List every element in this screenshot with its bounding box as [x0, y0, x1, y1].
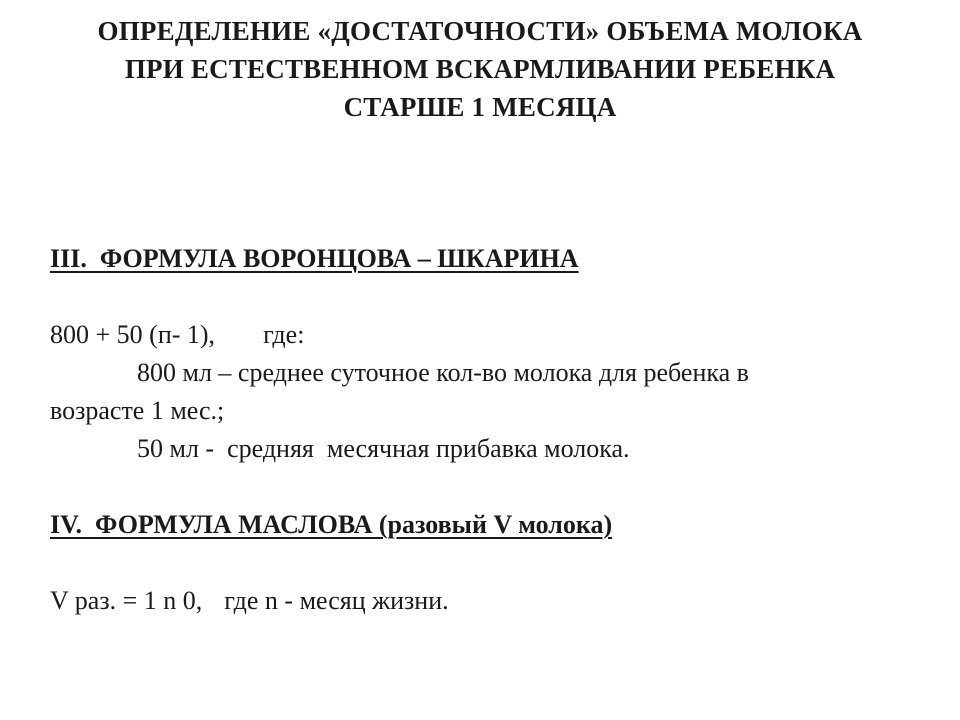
title-line-2: ПРИ ЕСТЕСТВЕННОМ ВСКАРМЛИВАНИИ РЕБЕНКА	[124, 54, 836, 84]
spacer	[50, 468, 910, 506]
slide-body	[50, 240, 910, 620]
spacer	[50, 278, 910, 316]
where-note: где n - месяц жизни.	[224, 586, 449, 615]
spacer	[50, 544, 910, 582]
section-3-formula-row	[50, 316, 910, 354]
maslov-formula: V раз. = 1 n 0,	[50, 586, 203, 615]
definition-800ml-line-2: возрасте 1 мес.;	[50, 396, 225, 425]
section-3-heading: III. ФОРМУЛА ВОРОНЦОВА – ШКАРИНА	[50, 244, 579, 273]
slide-title	[0, 12, 960, 126]
section-4-heading: IV. ФОРМУЛА МАСЛОВА (разовый V молока)	[50, 510, 613, 539]
definition-800ml-line-1: 800 мл – среднее суточное кол-во молока для ребенка в	[137, 358, 749, 387]
definition-50ml: 50 мл - средняя месячная прибавка молока.	[137, 434, 630, 463]
title-line-3: СТАРШЕ 1 МЕСЯЦА	[343, 92, 617, 122]
vorontsov-formula: 800 + 50 (п- 1),	[50, 320, 216, 349]
section-4-formula-row	[50, 582, 910, 620]
title-line-1: ОПРЕДЕЛЕНИЕ «ДОСТАТОЧНОСТИ» ОБЪЕМА МОЛОКА	[97, 16, 863, 46]
where-label: где:	[263, 320, 305, 349]
